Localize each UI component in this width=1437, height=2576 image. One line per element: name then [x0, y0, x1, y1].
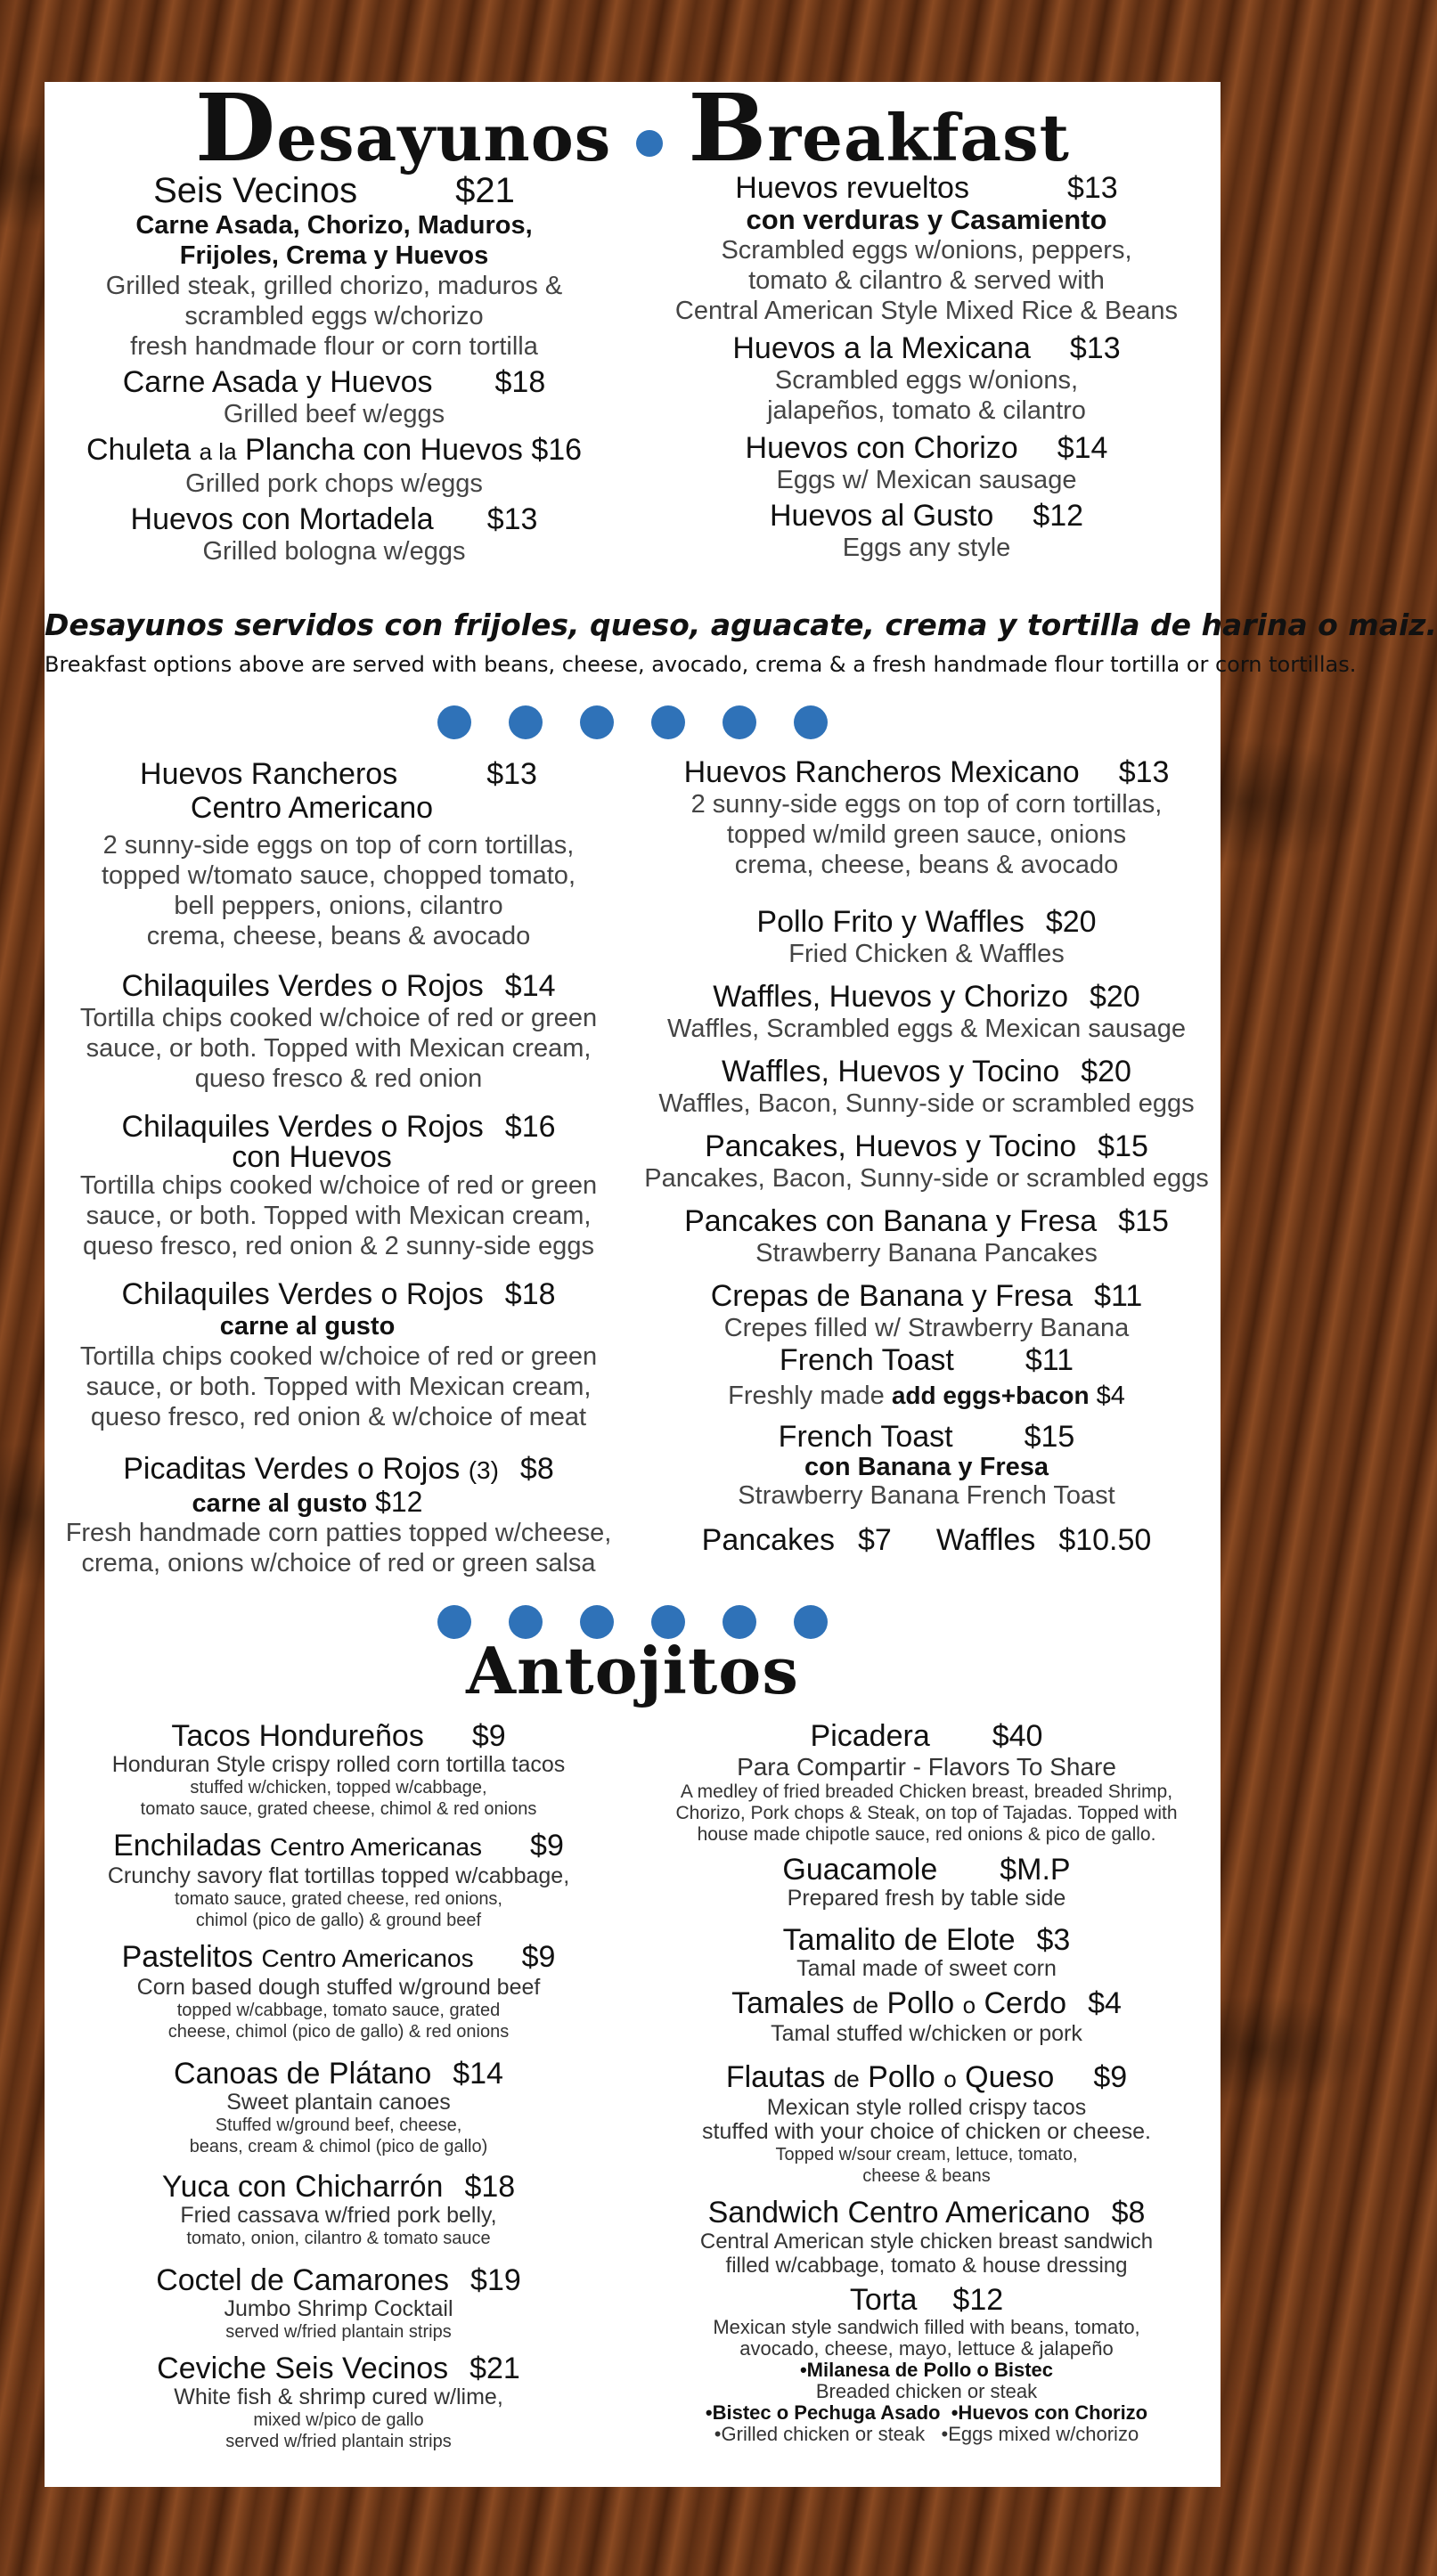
menu-item-seis-vecinos: [45, 171, 624, 210]
item-price: $18: [464, 2170, 516, 2204]
item-name: Tamalito de Elote: [782, 1923, 1016, 1957]
menu-item-tamalito: [633, 1923, 1221, 1957]
item-name: Huevos a la Mexicana: [732, 331, 1031, 365]
menu-item-flautas: [633, 2060, 1221, 2096]
item-description: cheese & beans: [862, 2166, 991, 2186]
item-subtitle: carne al gusto: [219, 1312, 396, 1341]
item-description: Chorizo, Pork chops & Steak, on top of Tajadas. Topped with: [675, 1803, 1178, 1823]
item-name: Plancha con Huevos: [244, 433, 523, 467]
divider-dot: [794, 705, 828, 739]
breakfast-title: [45, 73, 1221, 183]
item-price: $13: [486, 757, 537, 791]
item-description: Fried Chicken & Waffles: [788, 940, 1065, 968]
item-price: $10.50: [1058, 1523, 1152, 1557]
item-description: 2 sunny-side eggs on top of corn tortillas,: [690, 790, 1163, 819]
torta-options-row: [633, 2402, 1221, 2424]
item-description: White fish & shrimp cured w/lime,: [174, 2384, 503, 2409]
item-description: Fresh handmade corn patties topped w/cheese,: [65, 1519, 612, 1547]
menu-item-torta: [633, 2283, 1221, 2317]
item-description: Waffles, Scrambled eggs & Mexican sausage: [667, 1015, 1186, 1043]
menu-item-picadera: [633, 1719, 1221, 1753]
breakfast-note-english: Breakfast options above are served with beans, cheese, avocado, crema & a fresh handmade flour tortilla or corn tortillas.: [45, 652, 1357, 677]
breakfast-note-spanish: Desayunos servidos con frijoles, queso, aguacate, crema y tortilla de harina o maiz.: [45, 607, 1437, 642]
item-description: served w/fried plantain strips: [225, 2432, 452, 2451]
menu-item-huevos-mexicana: [633, 331, 1221, 365]
item-description: Prepared fresh by table side: [787, 1886, 1066, 1911]
item-price: $15: [1118, 1204, 1169, 1238]
item-name: Crepas de Banana y Fresa: [710, 1279, 1074, 1313]
item-price: $13: [1118, 755, 1170, 789]
item-name: French Toast: [778, 1420, 953, 1454]
item-description: Central American style chicken breast sandwich: [699, 2230, 1154, 2254]
item-name: Centro Americanas: [269, 1833, 483, 1861]
item-description: filled w/cabbage, tomato & house dressing: [725, 2254, 1128, 2278]
item-price: $14: [453, 2057, 503, 2091]
menu-panel: [45, 73, 1437, 2487]
menu-item-waffles-chorizo: [633, 980, 1221, 1014]
item-name: Torta: [849, 2283, 918, 2317]
item-name: Pastelitos: [121, 1940, 253, 1974]
item-price: $14: [1057, 431, 1108, 465]
menu-item-coctel: [45, 2263, 633, 2297]
item-price: $16: [531, 433, 583, 467]
divider-dot: [509, 705, 543, 739]
item-description: topped w/cabbage, tomato sauce, grated: [176, 2001, 501, 2020]
menu-item-mortadela: [45, 502, 624, 536]
item-name: Huevos Rancheros: [140, 757, 398, 791]
item-name: de: [853, 1992, 879, 2018]
item-description: served w/fried plantain strips: [225, 2322, 452, 2342]
item-description: Waffles, Bacon, Sunny-side or scrambled eggs: [658, 1089, 1195, 1118]
menu-item-huevos-revueltos: [633, 171, 1221, 205]
item-description: topped w/tomato sauce, chopped tomato,: [101, 861, 576, 890]
divider-dot: [437, 705, 471, 739]
specials-right-column: [633, 755, 1221, 1557]
menu-item-yuca: [45, 2170, 633, 2204]
title-dot: [636, 130, 663, 157]
item-description: queso fresco, red onion & w/choice of meat: [90, 1403, 587, 1431]
item-price: $19: [470, 2263, 521, 2297]
item-price: $15: [1098, 1129, 1148, 1163]
menu-item-waffles-tocino: [633, 1055, 1221, 1088]
item-name: Queso: [965, 2060, 1055, 2094]
item-name: Centro Americanos: [261, 1944, 474, 1972]
item-description: Grilled beef w/eggs: [223, 400, 445, 428]
torta-option: •Huevos con Chorizo: [951, 2401, 1148, 2424]
item-price: $18: [504, 1277, 556, 1311]
item-name: Waffles: [935, 1523, 1036, 1557]
item-price: $40: [992, 1719, 1043, 1753]
item-price: $M.P: [1000, 1853, 1071, 1887]
torta-options-desc-row: [633, 2424, 1221, 2445]
item-description: Mexican style sandwich filled with beans, tomato,: [713, 2316, 1140, 2338]
item-name: Pancakes: [701, 1523, 835, 1557]
item-name: Flautas: [725, 2060, 826, 2094]
breakfast-left-column: [45, 171, 624, 567]
item-description: Crunchy savory flat tortillas topped w/cabbage,: [107, 1863, 570, 1888]
title-breakfast: Breakfast: [688, 73, 1070, 183]
menu-item-rancheros-ca: [45, 757, 633, 791]
item-description: Mexican style rolled crispy tacos: [766, 2095, 1087, 2120]
item-name: Pollo: [868, 2060, 935, 2094]
item-name: Carne Asada y Huevos: [122, 365, 433, 399]
menu-item-chuleta: [45, 433, 624, 469]
item-description: cheese, chimol (pico de gallo) & red onions: [167, 2022, 510, 2042]
item-name: Picadera: [810, 1719, 930, 1753]
item-name: Pancakes con Banana y Fresa: [684, 1204, 1098, 1238]
item-subtitle: carne al gusto: [192, 1489, 368, 1518]
item-name: Huevos revueltos: [735, 171, 969, 205]
item-description: crema, cheese, beans & avocado: [146, 922, 531, 950]
menu-item-sandwich: [633, 2196, 1221, 2230]
item-description: Jumbo Shrimp Cocktail: [224, 2296, 453, 2321]
item-description: Eggs w/ Mexican sausage: [776, 466, 1077, 494]
item-description: Grilled pork chops w/eggs: [185, 469, 483, 498]
item-price: $20: [1089, 980, 1140, 1014]
specials-left-column: [45, 757, 633, 1578]
item-description: Tortilla chips cooked w/choice of red or green: [79, 1004, 598, 1032]
menu-item-pancakes-banana: [633, 1204, 1221, 1238]
item-quantity: (3): [468, 1456, 499, 1484]
torta-option: •Milanesa de Pollo o Bistec: [799, 2359, 1053, 2381]
item-description: Eggs any style: [842, 534, 1011, 562]
menu-item-pancakes-tocino: [633, 1129, 1221, 1163]
item-name: Huevos al Gusto: [769, 499, 994, 533]
item-description: Tortilla chips cooked w/choice of red or green: [79, 1342, 598, 1371]
item-description: queso fresco, red onion & 2 sunny-side eggs: [83, 1232, 594, 1260]
menu-item-pancakes-waffles: [633, 1523, 1221, 1557]
item-price: $14: [504, 969, 556, 1003]
item-price: $21: [469, 2352, 520, 2385]
item-description: crema, onions w/choice of red or green salsa: [81, 1549, 596, 1577]
menu-item-huevos-chorizo: [633, 431, 1221, 465]
item-description: jalapeños, tomato & cilantro: [767, 396, 1086, 425]
item-price: $4: [1088, 1986, 1122, 2020]
menu-item-chilaquiles-18: [45, 1277, 633, 1311]
item-description: Tortilla chips cooked w/choice of red or green: [79, 1171, 598, 1200]
menu-item-pollo-frito: [633, 905, 1221, 939]
item-description: Central American Style Mixed Rice & Beans: [674, 297, 1179, 325]
menu-item-french-toast-11: [633, 1343, 1221, 1377]
item-name: Huevos con Chorizo: [745, 431, 1018, 465]
antojitos-right-column: [633, 1719, 1221, 2445]
item-description: •Grilled chicken or steak: [714, 2423, 926, 2445]
item-price: $16: [504, 1110, 556, 1144]
antojitos-title: [45, 1633, 1221, 1708]
item-subtitle: con Banana y Fresa: [804, 1453, 1049, 1481]
menu-item-canoas: [45, 2057, 633, 2091]
menu-item-chilaquiles-16: [45, 1110, 633, 1144]
item-description: Grilled steak, grilled chorizo, maduros &: [105, 272, 563, 300]
item-name: Chilaquiles Verdes o Rojos: [121, 969, 484, 1003]
menu-item-crepas: [633, 1279, 1221, 1313]
item-description: Fried cassava w/fried pork belly,: [180, 2203, 497, 2228]
item-name: Canoas de Plátano: [174, 2057, 432, 2091]
item-description: sauce, or both. Topped with Mexican cream,: [86, 1202, 592, 1230]
item-description: house made chipotle sauce, red onions & pico de gallo.: [697, 1824, 1156, 1845]
menu-item-pastelitos: [45, 1940, 633, 1976]
item-description: Scrambled eggs w/onions, peppers,: [721, 236, 1132, 265]
menu-item-tacos-hondurenos: [45, 1719, 633, 1753]
item-name: Yuca con Chicharrón: [161, 2170, 444, 2204]
item-description: topped w/mild green sauce, onions: [726, 820, 1127, 849]
addon-label: add eggs+bacon: [891, 1382, 1090, 1409]
breakfast-right-column: [633, 171, 1221, 563]
section-title: Antojitos: [466, 1633, 799, 1708]
item-description: Strawberry Banana Pancakes: [755, 1239, 1098, 1268]
item-name: Pancakes, Huevos y Tocino: [705, 1129, 1077, 1163]
item-name: Chilaquiles Verdes o Rojos: [121, 1110, 484, 1144]
menu-item-tamales: [633, 1986, 1221, 2022]
item-price: $12: [1033, 499, 1084, 533]
item-name: o: [943, 2066, 957, 2092]
item-name: de: [833, 2066, 860, 2092]
item-description: Tamal stuffed w/chicken or pork: [771, 2021, 1082, 2046]
item-name: Pollo: [886, 1986, 955, 2020]
torta-option: •Bistec o Pechuga Asado: [705, 2401, 941, 2424]
antojitos-left-column: [45, 1719, 633, 2452]
item-description: tomato sauce, grated cheese, chimol & red onions: [140, 1799, 537, 1819]
item-description: Stuffed w/ground beef, cheese,: [215, 2115, 462, 2135]
item-name: Chilaquiles Verdes o Rojos: [121, 1277, 484, 1311]
item-price: $9: [1093, 2060, 1128, 2094]
item-name: a la: [199, 438, 237, 465]
menu-item-enchiladas: [45, 1829, 633, 1864]
menu-item-picaditas: [45, 1452, 633, 1488]
item-price: $11: [1094, 1279, 1143, 1313]
item-description: stuffed w/chicken, topped w/cabbage,: [190, 1778, 487, 1797]
item-name: o: [962, 1992, 976, 2018]
item-price: $13: [1066, 171, 1118, 205]
item-price: $20: [1081, 1055, 1131, 1088]
item-name: Sandwich Centro Americano: [707, 2196, 1090, 2230]
menu-item-carne-asada: [45, 365, 624, 399]
item-description: queso fresco & red onion: [194, 1064, 483, 1093]
item-description: Topped w/sour cream, lettuce, tomato,: [775, 2145, 1078, 2164]
item-name: Picaditas Verdes o Rojos: [123, 1452, 461, 1486]
item-description: Tamal made of sweet corn: [796, 1956, 1057, 1981]
title-desayunos: Desayunos: [195, 73, 612, 183]
menu-item-french-toast-15: [633, 1420, 1221, 1454]
item-name: Huevos con Mortadela: [130, 502, 434, 536]
divider-dot: [580, 705, 614, 739]
item-price: $13: [486, 502, 538, 536]
item-description: crema, cheese, beans & avocado: [734, 851, 1119, 879]
item-price: $11: [1025, 1343, 1074, 1377]
item-description: Honduran Style crispy rolled corn tortilla tacos: [111, 1752, 566, 1777]
item-price: $12: [375, 1486, 423, 1518]
item-description: bell peppers, onions, cilantro: [174, 892, 503, 920]
item-price: $7: [858, 1523, 892, 1557]
item-name: Tacos Hondureños: [171, 1719, 424, 1753]
item-description: chimol (pico de gallo) & ground beef: [195, 1911, 482, 1930]
menu-item-rancheros-mx: [633, 755, 1221, 789]
divider-dot: [723, 705, 756, 739]
item-description: Corn based dough stuffed w/ground beef: [136, 1975, 541, 2000]
item-name: Chuleta: [86, 433, 192, 467]
item-description: fresh handmade flour or corn tortilla: [130, 332, 538, 361]
item-name: Tamales: [731, 1986, 845, 2020]
item-price: $3: [1036, 1923, 1071, 1957]
item-price: $18: [494, 365, 546, 399]
item-description: mixed w/pico de gallo: [253, 2410, 424, 2430]
item-description: Grilled bologna w/eggs: [202, 537, 466, 566]
item-price: $8: [519, 1452, 554, 1486]
item-description: Para Compartir - Flavors To Share: [737, 1753, 1116, 1781]
item-price: $9: [471, 1719, 506, 1753]
item-name: Ceviche Seis Vecinos: [157, 2352, 449, 2385]
item-name: Coctel de Camarones: [156, 2263, 450, 2297]
item-price: $9: [521, 1940, 556, 1974]
item-price: $9: [530, 1829, 564, 1863]
item-description: Scrambled eggs w/onions,: [774, 366, 1079, 395]
item-name: Enchiladas: [113, 1829, 262, 1863]
item-subtitle: Carne Asada, Chorizo, Maduros,: [135, 211, 533, 240]
item-price: $13: [1069, 331, 1121, 365]
item-name: Waffles, Huevos y Tocino: [722, 1055, 1060, 1088]
item-description: avocado, cheese, mayo, lettuce & jalapeño: [739, 2337, 1114, 2360]
item-subtitle: Frijoles, Crema y Huevos: [179, 241, 489, 270]
item-description: •Eggs mixed w/chorizo: [941, 2423, 1139, 2445]
item-name: Cerdo: [984, 1986, 1067, 2020]
item-name: Pollo Frito y Waffles: [756, 905, 1025, 939]
item-description: A medley of fried breaded Chicken breast, breaded Shrimp,: [680, 1781, 1173, 1802]
divider-dot: [651, 705, 685, 739]
item-description: sauce, or both. Topped with Mexican cream,: [86, 1034, 592, 1063]
menu-item-huevos-gusto: [633, 499, 1221, 533]
item-description: 2 sunny-side eggs on top of corn tortillas,: [102, 831, 575, 860]
item-name: Waffles, Huevos y Chorizo: [713, 980, 1068, 1014]
item-name: Seis Vecinos: [153, 171, 358, 210]
item-price: $8: [1111, 2196, 1146, 2230]
item-description: stuffed with your choice of chicken or cheese.: [702, 2119, 1151, 2144]
item-description: Freshly made: [728, 1382, 885, 1410]
french-toast-addon: [633, 1381, 1221, 1411]
item-description: tomato, onion, cilantro & tomato sauce: [186, 2229, 491, 2248]
menu-item-chilaquiles-14: [45, 969, 633, 1003]
dot-divider: [45, 705, 1221, 744]
item-description: scrambled eggs w/chorizo: [184, 302, 484, 330]
item-description: tomato & cilantro & served with: [748, 266, 1105, 295]
item-name: con Huevos: [232, 1140, 392, 1174]
item-name: French Toast: [779, 1343, 954, 1377]
item-description: beans, cream & chimol (pico de gallo): [189, 2137, 488, 2156]
item-description: sauce, or both. Topped with Mexican cream,: [86, 1373, 592, 1401]
picaditas-meat-option: [0, 1488, 633, 1518]
item-name: Huevos Rancheros Mexicano: [683, 755, 1080, 789]
menu-item-guacamole: [633, 1853, 1221, 1887]
item-price: $20: [1045, 905, 1097, 939]
item-description: Strawberry Banana French Toast: [738, 1481, 1115, 1510]
item-price: $12: [952, 2283, 1004, 2317]
addon-price: $4: [1096, 1382, 1125, 1410]
item-name: Centro Americano: [190, 791, 434, 825]
item-price: $15: [1024, 1420, 1075, 1454]
item-description: Crepes filled w/ Strawberry Banana: [723, 1314, 1130, 1342]
menu-item-ceviche: [45, 2352, 633, 2385]
item-description: Sweet plantain canoes: [226, 2090, 451, 2115]
item-subtitle: con verduras y Casamiento: [746, 204, 1107, 235]
item-price: $21: [455, 171, 515, 210]
item-description: Breaded chicken or steak: [815, 2380, 1038, 2402]
item-description: Pancakes, Bacon, Sunny-side or scrambled eggs: [644, 1164, 1209, 1193]
item-name: Guacamole: [782, 1853, 938, 1887]
item-description: tomato sauce, grated cheese, red onions,: [174, 1889, 502, 1909]
